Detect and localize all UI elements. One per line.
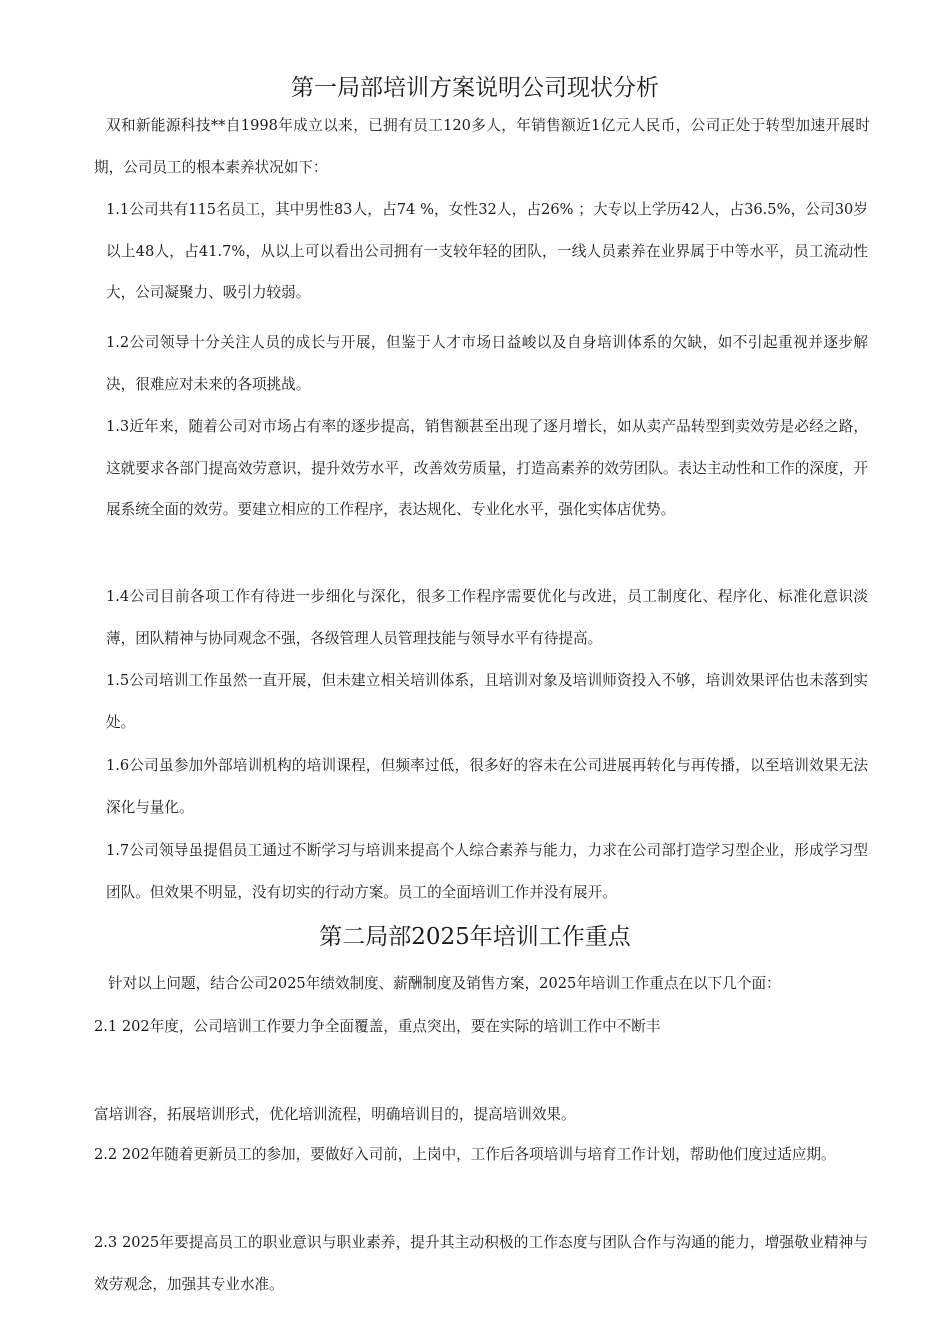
section-2-intro: 针对以上问题，结合公司2025年绩效制度、薪酬制度及销售方案，2025年培训工作重点在以下几个面： (108, 975, 781, 992)
paragraph-1-5: 1.5公司培训工作虽然一直开展，但未建立相关培训体系，且培训对象及培训师资投入不够，培训效果评估也未落到实处。 (106, 672, 868, 731)
paragraph-1-3: 1.3近年来，随着公司对市场占有率的逐步提高，销售额甚至出现了逐月增长，如从卖产品转型到卖效劳是必经之路，这就要求各部门提高效劳意识，提升效劳水平，改善效劳质量，打造高素养的效劳团队。表达主动性和工作的深度，开展系统全面的效劳。要建立相应的工作程序，表达规化、专业化水平，强化实体店优势。 (106, 418, 868, 519)
paragraph-2-1-line-2: 富培训容，拓展培训形式，优化培训流程，明确培训目的，提高培训效果。 (94, 1106, 576, 1123)
paragraph-2-1-line-1: 2.1 202年度，公司培训工作要力争全面覆盖，重点突出，要在实际的培训工作中不断丰 (94, 1018, 661, 1035)
paragraph-1-4: 1.4公司目前各项工作有待进一步细化与深化，很多工作程序需要优化与改进，员工制度化、程序化、标准化意识淡薄，团队精神与协同观念不强，各级管理人员管理技能与领导水平有待提高。 (106, 588, 868, 647)
section-1-title: 第一局部培训方案说明公司现状分析 (291, 75, 659, 101)
paragraph-1-6: 1.6公司虽参加外部培训机构的培训课程，但频率过低，很多好的容未在公司进展再转化与再传播，以至培训效果无法深化与量化。 (106, 757, 868, 816)
paragraph-2-2: 2.2 202年随着更新员工的参加，要做好入司前，上岗中，工作后各项培训与培育工作计划，帮助他们度过适应期。 (94, 1146, 836, 1163)
paragraph-1-7: 1.7公司领导虽提倡员工通过不断学习与培训来提高个人综合素养与能力，力求在公司部打造学习型企业，形成学习型团队。但效果不明显，没有切实的行动方案。员工的全面培训工作并没有展开。 (106, 842, 868, 901)
section-1-intro: 双和新能源科技**自1998年成立以来，已拥有员工120多人，年销售额近1亿元人民币，公司正处于转型加速开展时期，公司员工的根本素养状况如下： (94, 117, 870, 176)
paragraph-1-2: 1.2公司领导十分关注人员的成长与开展，但鉴于人才市场日益峻以及自身培训体系的欠缺，如不引起重视并逐步解决，很难应对未来的各项挑战。 (106, 334, 868, 393)
section-2-title: 第二局部2025年培训工作重点 (319, 924, 631, 950)
paragraph-1-1: 1.1公司共有115名员工，其中男性83人，占74 %，女性32人，占26% ；大专以上学历42人，占36.5%，公司30岁以上48人，占41.7%，从以上可以看出公司拥有一支较年轻的团队，一线人员素养在业界属于中等水平，员工流动性大，公司凝聚力、吸引力较弱。 (106, 201, 868, 302)
paragraph-2-3: 2.3 2025年要提高员工的职业意识与职业素养，提升其主动积极的工作态度与团队合作与沟通的能力，增强敬业精神与效劳观念，加强其专业水准。 (94, 1234, 868, 1293)
